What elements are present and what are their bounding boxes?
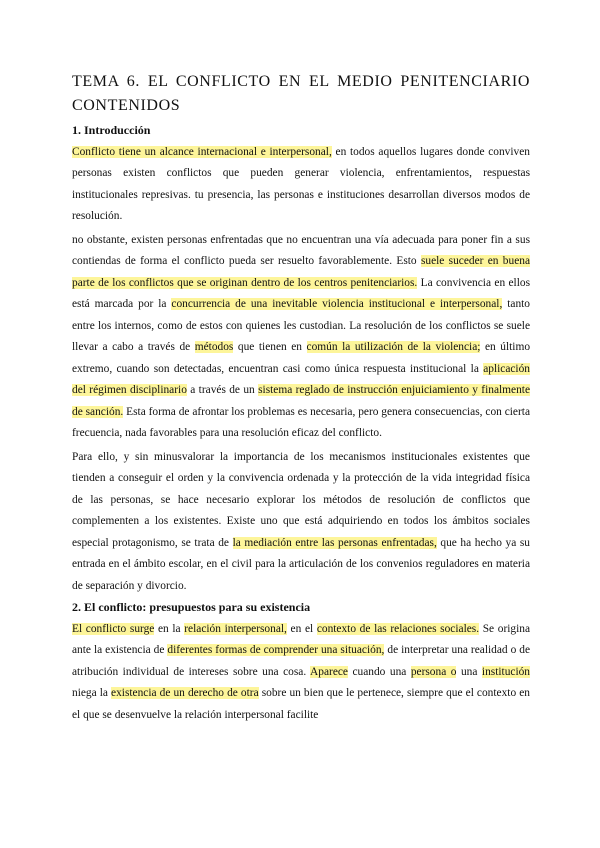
highlighted-text: Conflicto tiene un alcance internacional e interpersonal, — [72, 145, 332, 158]
section-heading: 2. El conflicto: presupuestos para su existencia — [72, 600, 311, 614]
highlighted-text: institución — [481, 665, 530, 678]
paragraph — [72, 619, 530, 727]
text-run: no obstante, existen personas enfrentadas que no encuentran una vía adecuada para poner fin a sus contiendas de forma el conflicto pueda ser resuelto favorablemente. Esto — [72, 233, 530, 267]
highlighted-text: sistema reglado de instrucción enjuiciamiento y finalmente de sanción. — [72, 384, 531, 418]
highlighted-text: persona o — [410, 665, 457, 678]
document-subtitle: CONTENIDOS — [72, 97, 181, 114]
highlighted-text: relación interpersonal, — [184, 622, 287, 635]
highlighted-text: diferentes formas de comprender una situación, — [167, 644, 385, 656]
paragraph — [72, 230, 530, 445]
text-run: de interpretar una realidad o de atribución individual de intereses sobre una cosa. — [72, 644, 531, 678]
text-run: a través de un — [186, 384, 259, 396]
highlighted-text: suele suceder en buena parte de los conflictos que se originan dentro de los centros penitenciarios. — [72, 255, 531, 289]
text-run: en todos aquellos lugares donde conviven personas existen conflictos que pueden generar violencia, enfrentamientos, respuestas institucionales represivas. tu presencia, las personas e instituciones desarrollan diversos modos de resolución. — [72, 145, 530, 222]
section-heading: 1. Introducción — [72, 123, 151, 137]
highlighted-text: existencia de un derecho de otra — [111, 687, 259, 699]
text-run: que tienen en — [233, 341, 307, 353]
highlighted-text: común la utilización de la violencia; — [306, 341, 481, 353]
highlighted-text: concurrencia de una inevitable violencia institucional e interpersonal, — [171, 298, 503, 310]
text-run: en la — [154, 622, 185, 635]
highlighted-text: la mediación entre las personas enfrentadas, — [232, 536, 437, 549]
document-title: TEMA 6. EL CONFLICTO EN EL MEDIO PENITENCIARIO — [72, 73, 530, 90]
paragraph — [72, 447, 530, 598]
paragraph — [72, 142, 530, 228]
text-run: sobre un bien que le pertenece, siempre que el contexto en el que se desenvuelve la relación interpersonal facilite — [72, 687, 530, 721]
highlighted-text: contexto de las relaciones sociales. — [316, 622, 480, 635]
text-run: niega la — [72, 687, 112, 699]
text-run: La convivencia en ellos está marcada por la — [72, 276, 530, 310]
highlighted-text: métodos — [194, 341, 234, 353]
text-run: tanto entre los internos, como de estos con quienes les custodian. La resolución de los conflictos se suele llevar a cabo a través de — [72, 298, 531, 353]
text-run: Se origina ante la existencia de — [72, 622, 531, 656]
highlighted-text: Aparece — [310, 665, 348, 678]
highlighted-text: aplicación del régimen disciplinario — [72, 362, 530, 396]
text-run: Para ello, y sin minusvalorar la importancia de los mecanismos institucionales existentes que tienden a conseguir el orden y la convivencia ordenada y la protección de la vida integridad física de las personas, se hace necesario explorar los métodos de resolución de conflictos que complementen a los existentes. Existe uno que está adquiriendo en todos los ámbitos sociales especial protagonismo, se trata de — [72, 450, 530, 549]
text-run: cuando una — [347, 665, 411, 678]
highlighted-text: El conflicto surge — [72, 622, 155, 635]
text-run: una — [456, 665, 482, 678]
text-run: en último extremo, cuando son detectadas, encuentran casi como única respuesta institucional la — [72, 341, 531, 375]
text-run: en el — [286, 622, 317, 635]
text-run: Esta forma de afrontar los problemas es necesaria, pero genera consecuencias, con cierta frecuencia, nada favorables para una resolución eficaz del conflicto. — [72, 405, 531, 439]
document-body — [72, 120, 530, 726]
text-run: que ha hecho ya su entrada en el ámbito escolar, en el civil para la articulación de los convenios reguladores en materia de separación y divorcio. — [72, 536, 531, 592]
